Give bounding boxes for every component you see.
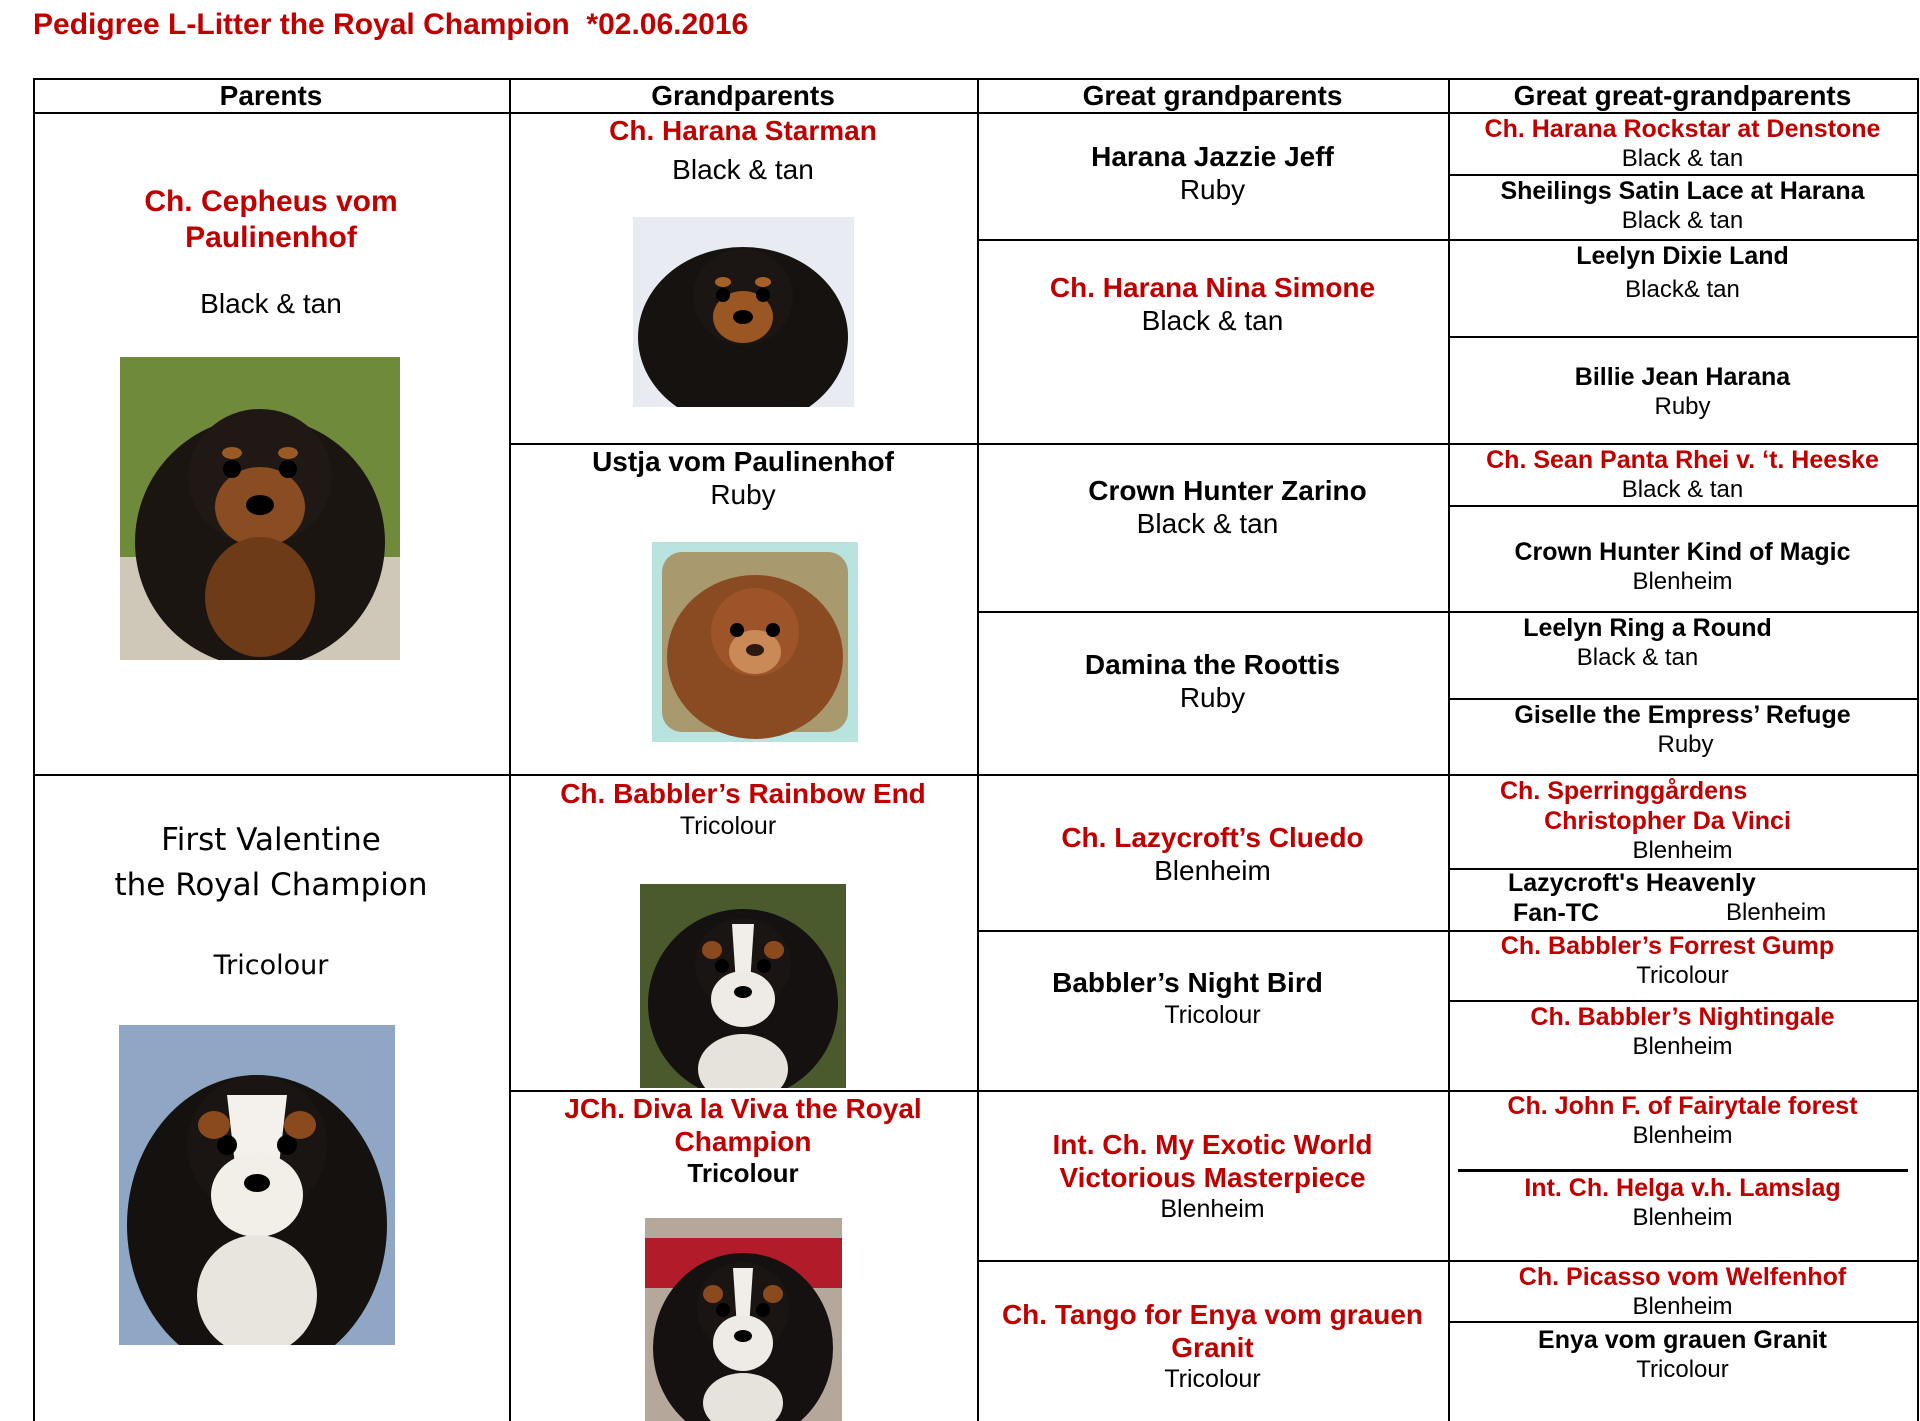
great-grandparent-name: Ch. Harana Nina Simone [1049, 272, 1376, 303]
great-grandparent-name-line2: Granit [1171, 1332, 1254, 1363]
parent-sire [33, 184, 509, 320]
ggp-9 [1448, 776, 1917, 866]
ggp-name: Ch. Sean Panta Rhei v. ‘t. Heeske [1486, 446, 1879, 474]
grandparent-name: Ch. Babbler’s Rainbow End [560, 778, 926, 809]
great-grandparent-color: Blenheim [1154, 855, 1271, 886]
great-grandparent-color: Black & tan [1141, 305, 1284, 336]
grandparent-3 [509, 777, 977, 841]
ggp-name: Enya vom grauen Granit [1538, 1326, 1827, 1354]
great-grandparent-name-line2: Victorious Masterpiece [1059, 1162, 1366, 1193]
ggp-color: Blenheim [1632, 568, 1733, 595]
ggp-name: Sheilings Satin Lace at Harana [1500, 177, 1865, 205]
table-border-right [1917, 78, 1919, 1421]
ggp-name: Ch. Babbler’s Nightingale [1530, 1003, 1835, 1031]
great-grandparent-1 [977, 140, 1448, 206]
great-grandparent-color: Black & tan [1136, 508, 1279, 539]
great-grandparent-color: Ruby [1179, 682, 1246, 713]
ggp-name: Crown Hunter Kind of Magic [1514, 538, 1851, 566]
ggp-name: Int. Ch. Helga v.h. Lamslag [1524, 1174, 1841, 1202]
great-grandparent-8 [977, 1298, 1448, 1394]
ggp-8 [1448, 700, 1917, 760]
great-grandparent-name: Ch. Lazycroft’s Cluedo [1061, 822, 1364, 853]
great-grandparent-name: Harana Jazzie Jeff [1091, 141, 1334, 172]
grandparent-color: Black & tan [672, 154, 814, 185]
ggp-color: Blenheim [1632, 1204, 1733, 1231]
ggp-3 [1448, 241, 1917, 305]
grandparent-photo [652, 542, 858, 742]
header-great-great-grandparents: Great great-grandparents [1513, 80, 1852, 111]
column-divider [509, 78, 511, 1421]
ggp-color: Tricolour [1636, 1356, 1729, 1383]
great-grandparent-name-line1: Ch. Tango for Enya vom grauen [1001, 1299, 1424, 1330]
dam-name-line2: the Royal Champion [114, 867, 428, 903]
grandparent-4 [509, 1092, 977, 1188]
ggp-6 [1448, 537, 1917, 597]
tricolour-cavalier-photo [119, 1025, 395, 1345]
grandparent-1 [509, 114, 977, 186]
great-grandparent-color: Blenheim [1160, 1195, 1265, 1223]
ggp-name-line2: Fan-TC [1513, 899, 1600, 927]
ggp-15 [1448, 1262, 1917, 1322]
grandparent-name-line2: Champion [674, 1126, 812, 1157]
ggp-color: Blenheim [1632, 837, 1733, 864]
ggp-name: Ch. John F. of Fairytale forest [1507, 1092, 1858, 1120]
ggp-color: Black & tan [1621, 207, 1744, 234]
great-grandparent-name-line1: Int. Ch. My Exotic World [1052, 1129, 1373, 1160]
ggp-color: Ruby [1654, 393, 1711, 420]
great-grandparent-color: Tricolour [1164, 1001, 1261, 1029]
sire-color: Black & tan [200, 288, 342, 319]
grandparent-name-line1: JCh. Diva la Viva the Royal [564, 1093, 922, 1124]
grandparent-photo [640, 884, 846, 1088]
header-parents: Parents [219, 80, 323, 111]
ggp-16 [1448, 1325, 1917, 1385]
sire-name: Ch. Cepheus vom Paulinenhof [144, 185, 398, 254]
great-grandparent-5 [977, 821, 1448, 887]
ggp-name: Billie Jean Harana [1574, 363, 1791, 391]
grandparent-color: Ruby [710, 479, 776, 510]
ggp-14 [1448, 1173, 1917, 1233]
ggp-name-line1: Lazycroft's Heavenly [1508, 869, 1756, 897]
ggp-color: Blenheim [1632, 1033, 1733, 1060]
ggp-12 [1448, 1002, 1917, 1062]
great-grandparent-color: Tricolour [1164, 1365, 1261, 1393]
grandparent-2 [509, 445, 977, 511]
parent-dam [33, 818, 509, 981]
row-divider [1458, 1169, 1908, 1172]
grandparent-photo [633, 217, 854, 407]
row-divider [1448, 336, 1919, 338]
dam-name-line1: First Valentine [161, 822, 381, 858]
ggp-4 [1448, 362, 1917, 422]
great-grandparent-4 [977, 648, 1448, 714]
ggp-13 [1448, 1091, 1917, 1151]
ggp-color: Blenheim [1632, 1122, 1733, 1149]
row-divider [1448, 505, 1919, 507]
great-grandparent-name: Crown Hunter Zarino [1088, 475, 1367, 506]
ggp-name: Leelyn Dixie Land [1576, 242, 1789, 270]
great-grandparent-color: Ruby [1179, 174, 1246, 205]
great-grandparent-3 [977, 474, 1448, 540]
ggp-name-line2: Christopher Da Vinci [1544, 807, 1791, 835]
ggp-color: Black & tan [1621, 476, 1744, 503]
ggp-color: Blenheim [1726, 899, 1827, 926]
great-grandparent-name: Babbler’s Night Bird [1052, 967, 1323, 998]
great-grandparent-6 [977, 966, 1448, 1030]
ggp-name: Giselle the Empress’ Refuge [1514, 701, 1851, 729]
great-grandparent-name: Damina the Roottis [1084, 649, 1341, 680]
great-grandparent-2 [977, 271, 1448, 337]
ggp-name: Ch. Picasso vom Welfenhof [1518, 1263, 1847, 1291]
grandparent-photo [645, 1218, 842, 1421]
header-great-grandparents: Great grandparents [1082, 80, 1343, 111]
great-grandparent-7 [977, 1128, 1448, 1224]
ggp-color: Tricolour [1636, 962, 1729, 989]
ggp-name-line1: Ch. Sperringgårdens [1500, 777, 1748, 805]
grandparent-name: Ch. Harana Starman [609, 115, 877, 146]
grandparent-color: Tricolour [679, 812, 777, 840]
ggp-2 [1448, 176, 1917, 236]
header-grandparents: Grandparents [651, 80, 835, 111]
ggp-7 [1448, 613, 1847, 673]
ggp-10 [1448, 868, 1917, 928]
ggp-name: Ch. Babbler’s Forrest Gump [1500, 932, 1835, 960]
ggp-name: Leelyn Ring a Round [1523, 614, 1772, 642]
grandparent-color: Tricolour [687, 1158, 799, 1188]
ggp-color: Black & tan [1621, 145, 1744, 172]
ggp-name: Ch. Harana Rockstar at Denstone [1484, 115, 1881, 143]
pedigree-title: Pedigree L-Litter the Royal Champion *02.06.2016 [33, 8, 749, 41]
black-tan-cavalier-photo [120, 357, 400, 660]
dam-color: Tricolour [213, 950, 329, 981]
ggp-color: Black & tan [1576, 644, 1699, 671]
ggp-5 [1448, 445, 1917, 505]
ggp-1 [1448, 114, 1917, 174]
grandparent-name: Ustja vom Paulinenhof [592, 446, 894, 477]
ggp-11 [1448, 931, 1917, 991]
ggp-color: Ruby [1657, 731, 1714, 758]
ggp-color: Blenheim [1632, 1293, 1733, 1320]
ggp-color: Black& tan [1625, 276, 1740, 303]
